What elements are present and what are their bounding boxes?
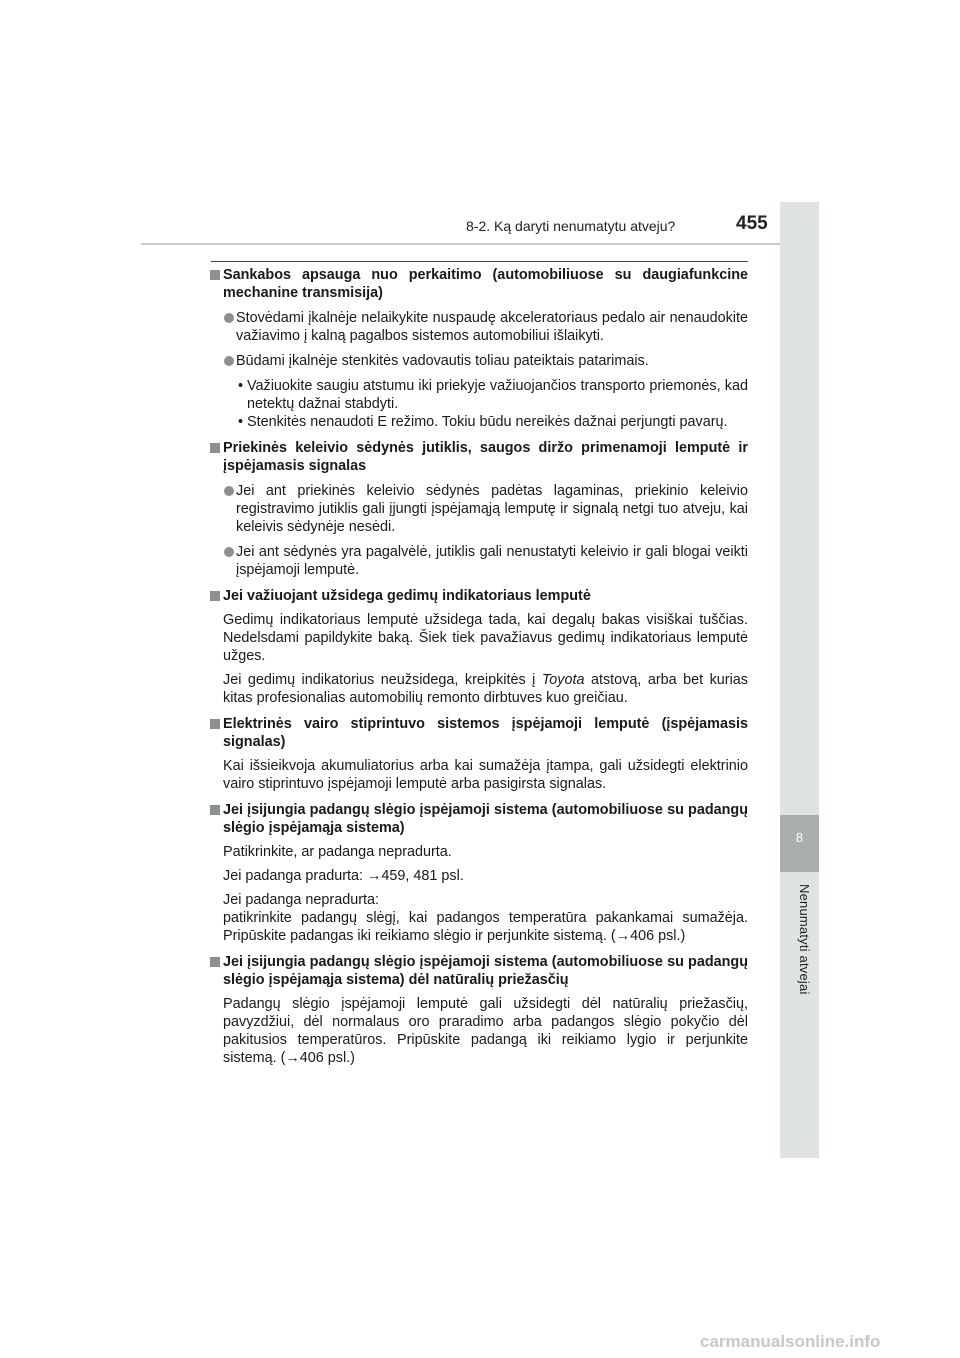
bullet-item: Stovėdami įkalnėje nelaikykite nuspaudę akceleratoriaus pedalo air nenaudokite važiavimo į kalną pagalbos sistemos automobiliui išlaikyti. (210, 309, 748, 345)
watermark: carmanualsonline.info (700, 1332, 881, 1351)
chapter-number: 8 (795, 830, 804, 845)
page-content (210, 266, 748, 1067)
content-top-rule (211, 261, 748, 262)
header-divider (141, 243, 819, 245)
paragraph-line: Jei padanga nepradurta: (223, 892, 380, 908)
paragraph-text: atstovą, arba bet kurias kitas profesionalias automobilių remonto dirbtuves kuo greičiau. (223, 672, 748, 706)
page-number: 455 (736, 213, 768, 234)
sub-bullet-item: • Važiuokite saugiu atstumu iki priekyje važiuojančios transporto priemonės, kad netektų dažnai stabdyti. (210, 377, 748, 413)
section-title: Jei įsijungia padangų slėgio įspėjamoji sistema (automobiliuose su padangų slėgio įspėjamąja sistema) (210, 801, 748, 837)
paragraph-text: Jei gedimų indikatorius neužsidega, kreipkitės į (223, 672, 542, 688)
sub-bullet-item: • Stenkitės nenaudoti E režimo. Tokiu būdu nereikės dažnai perjungti pavarų. (210, 413, 748, 431)
section-title: Priekinės keleivio sėdynės jutiklis, saugos diržo primenamoji lemputė ir įspėjamasis signalas (210, 439, 748, 475)
section-title: Elektrinės vairo stiprintuvo sistemos įspėjamoji lemputė (įspėjamasis signalas) (210, 715, 748, 751)
bullet-item: Būdami įkalnėje stenkitės vadovautis toliau pateiktais patarimais. (210, 352, 748, 370)
bullet-item: Jei ant priekinės keleivio sėdynės padėtas lagaminas, priekinio keleivio registravimo jutiklis gali įjungti įspėjamąją lemputę ir signalą netgi tuo atveju, kai keleivis sėdynėje nesėdi. (210, 482, 748, 536)
paragraph (210, 671, 748, 707)
paragraph: Gedimų indikatoriaus lemputė užsidega tada, kai degalų bakas visiškai tuščias. Nedelsdami papildykite baką. Šiek tiek pavažiavus gedimų indikatoriaus lemputė užges. (223, 612, 748, 664)
chapter-label: Nenumatyti atvejai (797, 884, 812, 995)
chapter-number-box (780, 815, 819, 872)
bullet-item: Jei ant sėdynės yra pagalvėlė, jutiklis gali nenustatyti keleivio ir gali blogai veikti įspėjamoji lemputė. (210, 543, 748, 579)
paragraph-link-ref: Jei padanga pradurta: →459, 481 psl. (223, 868, 464, 884)
paragraph: Padangų slėgio įspėjamoji lemputė gali užsidegti dėl natūralių priežasčių, pavyzdžiui, dėl normalaus oro praradimo arba padangos slėgio pokyčio dėl pakitusios temperatūros. Pripūskite padangą iki reikiamo lygio ir perjunkite sistemą. (→406 psl.) (223, 996, 748, 1066)
section-title: Jei važiuojant užsidega gedimų indikatoriaus lemputė (210, 587, 748, 605)
brand-name: Toyota (541, 672, 585, 688)
section-title: Jei įsijungia padangų slėgio įspėjamoji sistema (automobiliuose su padangų slėgio įspėjamąja sistema) dėl natūralių priežasčių (210, 953, 748, 989)
section-title: Sankabos apsauga nuo perkaitimo (automobiliuose su daugiafunkcine mechanine transmisija) (210, 266, 748, 302)
paragraph-line: patikrinkite padangų slėgį, kai padangos temperatūra pakankamai sumažėja. Pripūskite padangas iki reikiamo slėgio ir perjunkite sistemą. (→406 psl.) (223, 910, 748, 944)
paragraph (210, 891, 748, 945)
paragraph: Patikrinkite, ar padanga nepradurta. (223, 844, 452, 860)
running-header: 8-2. Ką daryti nenumatytu atveju? (466, 218, 676, 234)
paragraph: Kai išsieikvoja akumuliatorius arba kai sumažėja įtampa, gali užsidegti elektrinio vairo stiprintuvo įspėjamoji lemputė arba pasigirsta signalas. (223, 758, 748, 792)
